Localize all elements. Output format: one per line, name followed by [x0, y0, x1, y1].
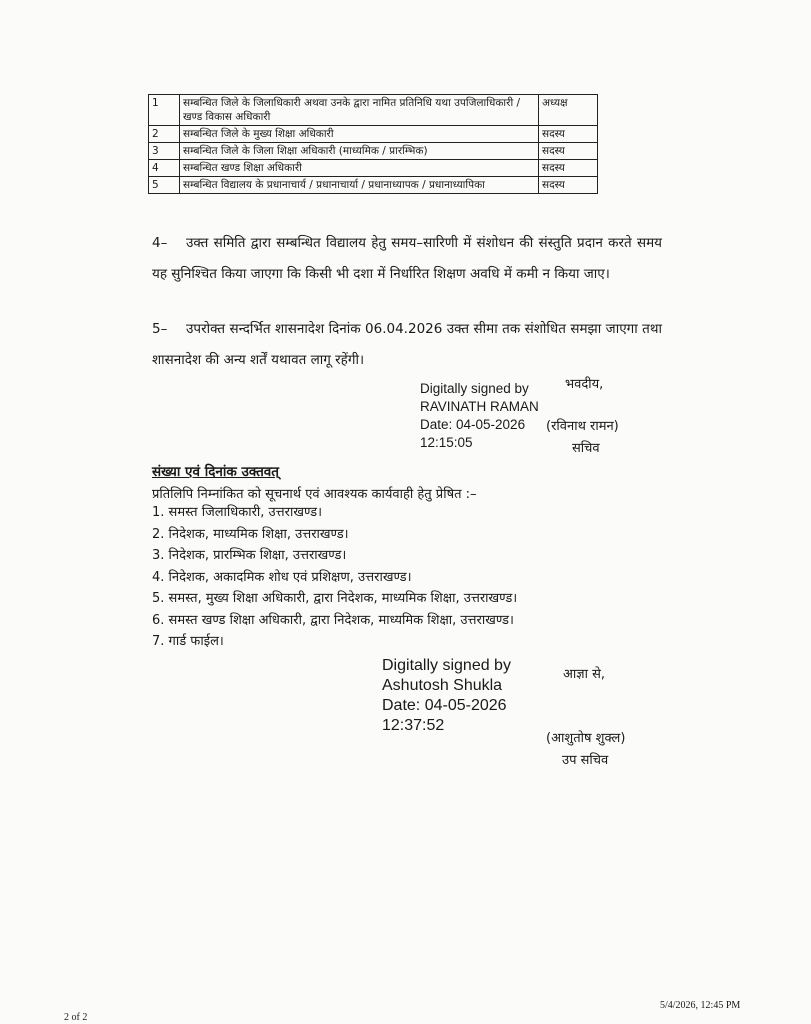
role-cell: सदस्य [539, 126, 598, 143]
signature-line: Date: 04-05-2026 [382, 697, 507, 714]
print-timestamp: 5/4/2026, 12:45 PM [660, 1000, 741, 1011]
table-row [149, 177, 598, 194]
paragraph-number: 5– [152, 321, 168, 337]
serial-number: 1 [149, 95, 180, 126]
role-cell: सदस्य [539, 160, 598, 177]
page-number: 2 of 2 [64, 1012, 88, 1023]
signatory-designation: उप सचिव [562, 753, 609, 768]
signature-line: Digitally signed by [420, 381, 529, 396]
signatory-designation: सचिव [572, 441, 600, 456]
committee-table [148, 94, 598, 194]
role-cell: सदस्य [539, 143, 598, 160]
list-item: 4. निदेशक, अकादमिक शोध एवं प्रशिक्षण, उत्तराखण्ड। [152, 569, 412, 585]
signature-line: 12:15:05 [420, 435, 473, 450]
paragraph-number: 4– [152, 235, 168, 251]
list-item: 7. गार्ड फाईल। [152, 634, 224, 649]
serial-number: 2 [149, 126, 180, 143]
signature-line: RAVINATH RAMAN [420, 399, 539, 414]
digital-signature-1 [420, 380, 539, 452]
member-cell: सम्बन्धित जिले के मुख्य शिक्षा अधिकारी [180, 126, 539, 143]
signature-line: Ashutosh Shukla [382, 677, 503, 694]
table-row [149, 143, 598, 160]
signature-line: 12:37:52 [382, 717, 445, 734]
list-item: 6. समस्त खण्ड शिक्षा अधिकारी, द्वारा निदेशक, माध्यमिक शिक्षा, उत्तराखण्ड। [152, 612, 514, 628]
table-row [149, 126, 598, 143]
digital-signature-2 [382, 656, 511, 736]
member-cell: सम्बन्धित खण्ड शिक्षा अधिकारी [180, 160, 539, 177]
list-item: 1. समस्त जिलाधिकारी, उत्तराखण्ड। [152, 505, 323, 520]
signatory-name: (रविनाथ रामन) [546, 419, 619, 434]
serial-number: 3 [149, 143, 180, 160]
member-cell: सम्बन्धित विद्यालय के प्रधानाचार्य / प्रधानाचार्या / प्रधानाध्यापक / प्रधानाध्यापिका [180, 177, 539, 194]
copy-to-list [152, 502, 517, 653]
paragraph-5 [152, 314, 662, 376]
closing-salutation: आज्ञा से, [563, 667, 606, 682]
signatory-name: (आशुतोष शुक्ल) [546, 731, 626, 746]
list-item: 2. निदेशक, माध्यमिक शिक्षा, उत्तराखण्ड। [152, 526, 349, 542]
paragraph-4 [152, 228, 662, 290]
role-cell: सदस्य [539, 177, 598, 194]
signature-line: Digitally signed by [382, 657, 511, 674]
member-cell: सम्बन्धित जिले के जिला शिक्षा अधिकारी (माध्यमिक / प्रारम्भिक) [180, 143, 539, 160]
role-cell: अध्यक्ष [539, 95, 598, 126]
member-cell: सम्बन्धित जिले के जिलाधिकारी अथवा उनके द्वारा नामित प्रतिनिधि यथा उपजिलाधिकारी / खण्ड विकास अधिकारी [180, 95, 539, 126]
table-row [149, 160, 598, 177]
serial-number: 5 [149, 177, 180, 194]
copy-to-intro: प्रतिलिपि निम्नांकित को सूचनार्थ एवं आवश्यक कार्यवाही हेतु प्रेषित :– [152, 487, 477, 502]
signature-line: Date: 04-05-2026 [420, 417, 526, 432]
paragraph-text: उक्त समिति द्वारा सम्बन्धित विद्यालय हेतु समय–सारिणी में संशोधन की संस्तुति प्रदान करते समय यह सुनिश्चित किया जाएगा कि किसी भी दशा में निर्धारित शिक्षण अवधि में कमी न किया जाए। [152, 235, 662, 282]
reference-heading: संख्या एवं दिनांक उक्तवत् [152, 464, 279, 480]
paragraph-text: उपरोक्त सन्दर्भित शासनादेश दिनांक 06.04.2026 उक्त सीमा तक संशोधित समझा जाएगा तथा शासनादेश की अन्य शर्तें यथावत लागू रहेंगी। [152, 321, 662, 368]
serial-number: 4 [149, 160, 180, 177]
table-row [149, 95, 598, 126]
list-item: 5. समस्त, मुख्य शिक्षा अधिकारी, द्वारा निदेशक, माध्यमिक शिक्षा, उत्तराखण्ड। [152, 591, 518, 606]
list-item: 3. निदेशक, प्रारम्भिक शिक्षा, उत्तराखण्ड। [152, 548, 347, 563]
closing-salutation: भवदीय, [565, 377, 604, 392]
